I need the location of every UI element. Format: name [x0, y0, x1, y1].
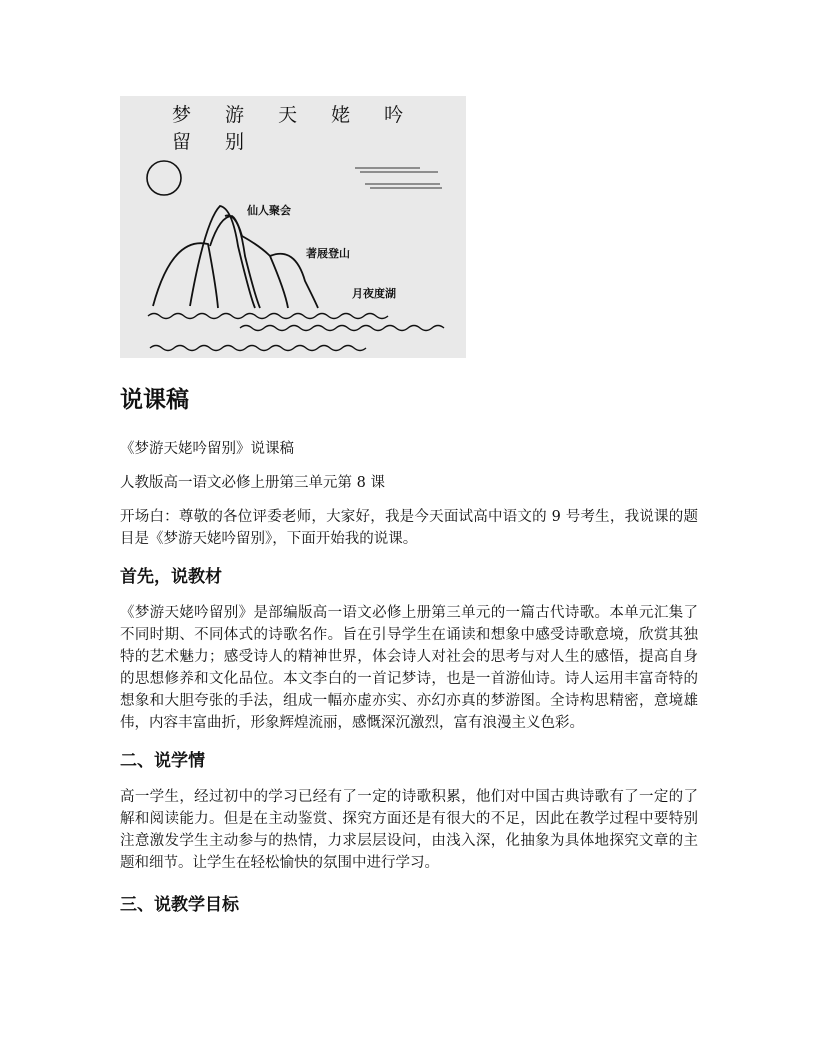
- cloud-lines: [355, 168, 442, 188]
- section-heading-objectives: 三、说教学目标: [120, 895, 239, 915]
- illustration-figure: [120, 96, 466, 358]
- label-gathering: 仙人聚会: [247, 204, 291, 217]
- textbook-info: 人教版高一语文必修上册第三单元第 8 课: [120, 475, 385, 491]
- water-waves: [148, 314, 444, 351]
- page-title: 说课稿: [120, 387, 189, 413]
- section-body-textbook: 《梦游天姥吟留别》是部编版高一语文必修上册第三单元的一篇古代诗歌。本单元汇集了不同时期、不同体式的诗歌名作。旨在引导学生在诵读和想象中感受诗歌意境，欣赏其独特的艺术魅力；感受诗人的精神世界，体会诗人对社会的思考与对人生的感悟，提高自身的思想修养和文化品位。本文李白的一首记梦诗，也是一首游仙诗。诗人运用丰富奇特的想象和大胆夸张的手法，组成一幅亦虚亦实、亦幻亦真的梦游图。全诗构思精密，意境雄伟，内容丰富曲折，形象辉煌流丽，感慨深沉激烈，富有浪漫主义色彩。: [120, 605, 698, 731]
- illustration-title: 梦 游 天 姥 吟 留 别: [172, 104, 418, 153]
- section-body-students: 高一学生，经过初中的学习已经有了一定的诗歌积累，他们对中国古典诗歌有了一定的了解和阅读能力。但是在主动鉴赏、探究方面还是有很大的不足，因此在教学过程中要特别注意激发学生主动参与的热情，力求层层设问，由浅入深，化抽象为具体地探究文章的主题和细节。让学生在轻松愉快的氛围中进行学习。: [120, 789, 698, 871]
- section-heading-textbook: 首先，说教材: [120, 567, 222, 587]
- moon-icon: [147, 161, 181, 195]
- section-heading-students: 二、说学情: [120, 751, 205, 771]
- label-climb: 著屐登山: [306, 247, 350, 260]
- document-body: [120, 380, 698, 930]
- mountain-outlines: [153, 206, 318, 308]
- label-lake: 月夜度湖: [352, 287, 396, 300]
- lecture-subtitle: 《梦游天姥吟留别》说课稿: [120, 441, 294, 457]
- opening-remarks: 开场白：尊敬的各位评委老师，大家好，我是今天面试高中语文的 9 号考生，我说课的题目是《梦游天姥吟留别》，下面开始我的说课。: [120, 509, 698, 547]
